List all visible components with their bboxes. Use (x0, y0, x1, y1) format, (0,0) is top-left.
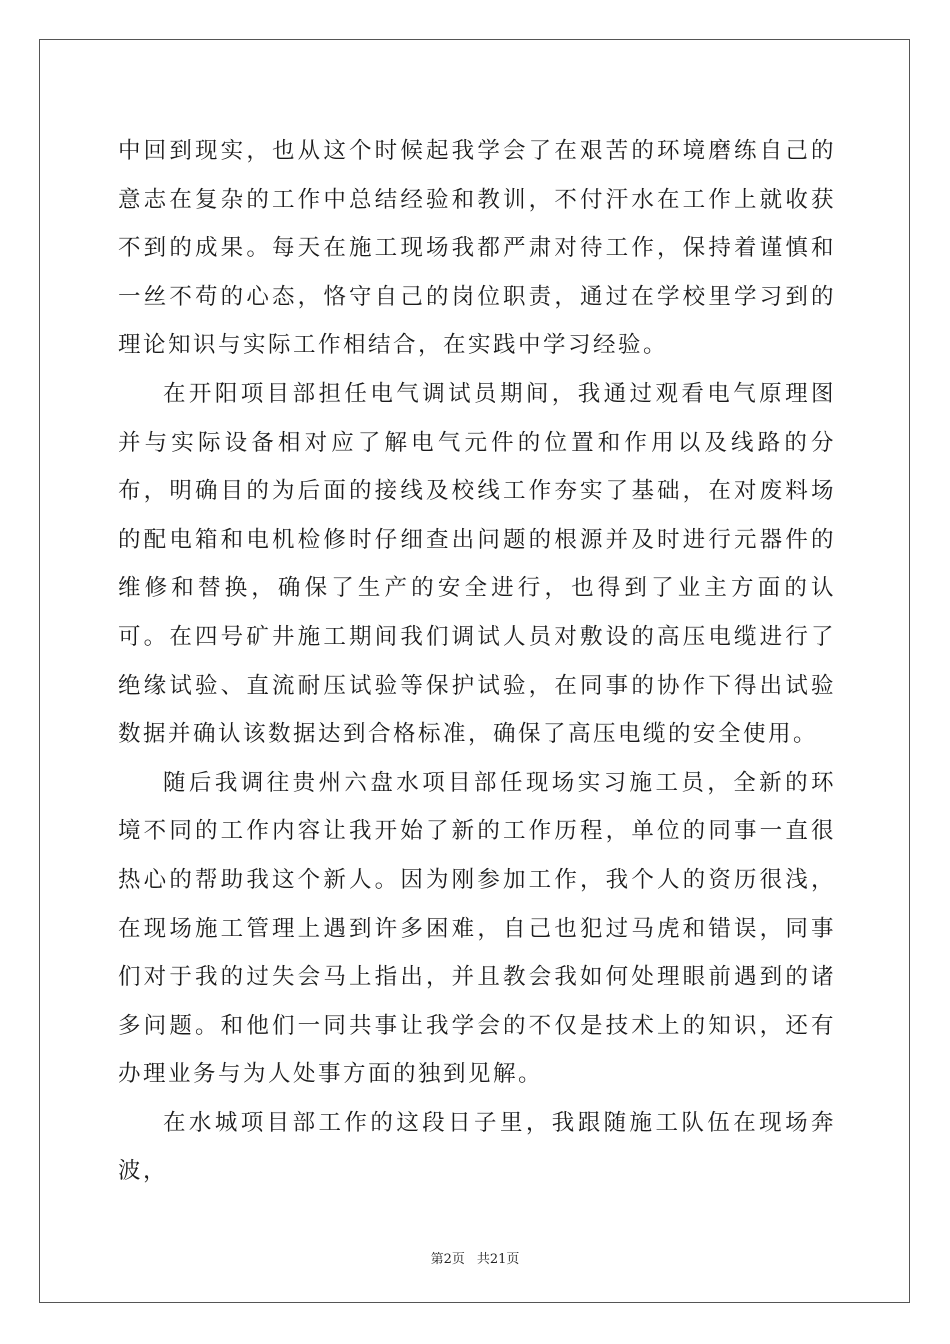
paragraph-4: 在水城项目部工作的这段日子里，我跟随施工队伍在现场奔波， (118, 1109, 836, 1185)
paragraph-1: 中回到现实，也从这个时候起我学会了在艰苦的环境磨练自己的意志在复杂的工作中总结经验和教训，不付汗水在工作上就收获不到的成果。每天在施工现场我都严肃对待工作，保持着谨慎和一丝不苟的心态，恪守自己的岗位职责，通过在学校里学习到的理论知识与实际工作相结合，在实践中学习经验。 (118, 138, 836, 359)
paragraph-3: 随后我调往贵州六盘水项目部任现场实习施工员，全新的环境不同的工作内容让我开始了新的工作历程，单位的同事一直很热心的帮助我这个新人。因为刚参加工作，我个人的资历很浅，在现场施工管理上遇到许多困难，自己也犯过马虎和错误，同事们对于我的过失会马上指出，并且教会我如何处理眼前遇到的诸多问题。和他们一同共事让我学会的不仅是技术上的知识，还有办理业务与为人处事方面的独到见解。 (118, 769, 836, 1088)
paragraph-2: 在开阳项目部担任电气调试员期间，我通过观看电气原理图并与实际设备相对应了解电气元件的位置和作用以及线路的分布，明确目的为后面的接线及校线工作夯实了基础，在对废料场的配电箱和电机检修时仔细查出问题的根源并及时进行元器件的维修和替换，确保了生产的安全进行，也得到了业主方面的认可。在四号矿井施工期间我们调试人员对敷设的高压电缆进行了绝缘试验、直流耐压试验等保护试验，在同事的协作下得出试验数据并确认该数据达到合格标准，确保了高压电缆的安全使用。 (118, 380, 836, 748)
total-pages: 共21页 (476, 1252, 520, 1267)
document-body (118, 127, 836, 1196)
page-footer (0, 1248, 950, 1267)
page-number: 第2页 (430, 1252, 465, 1267)
